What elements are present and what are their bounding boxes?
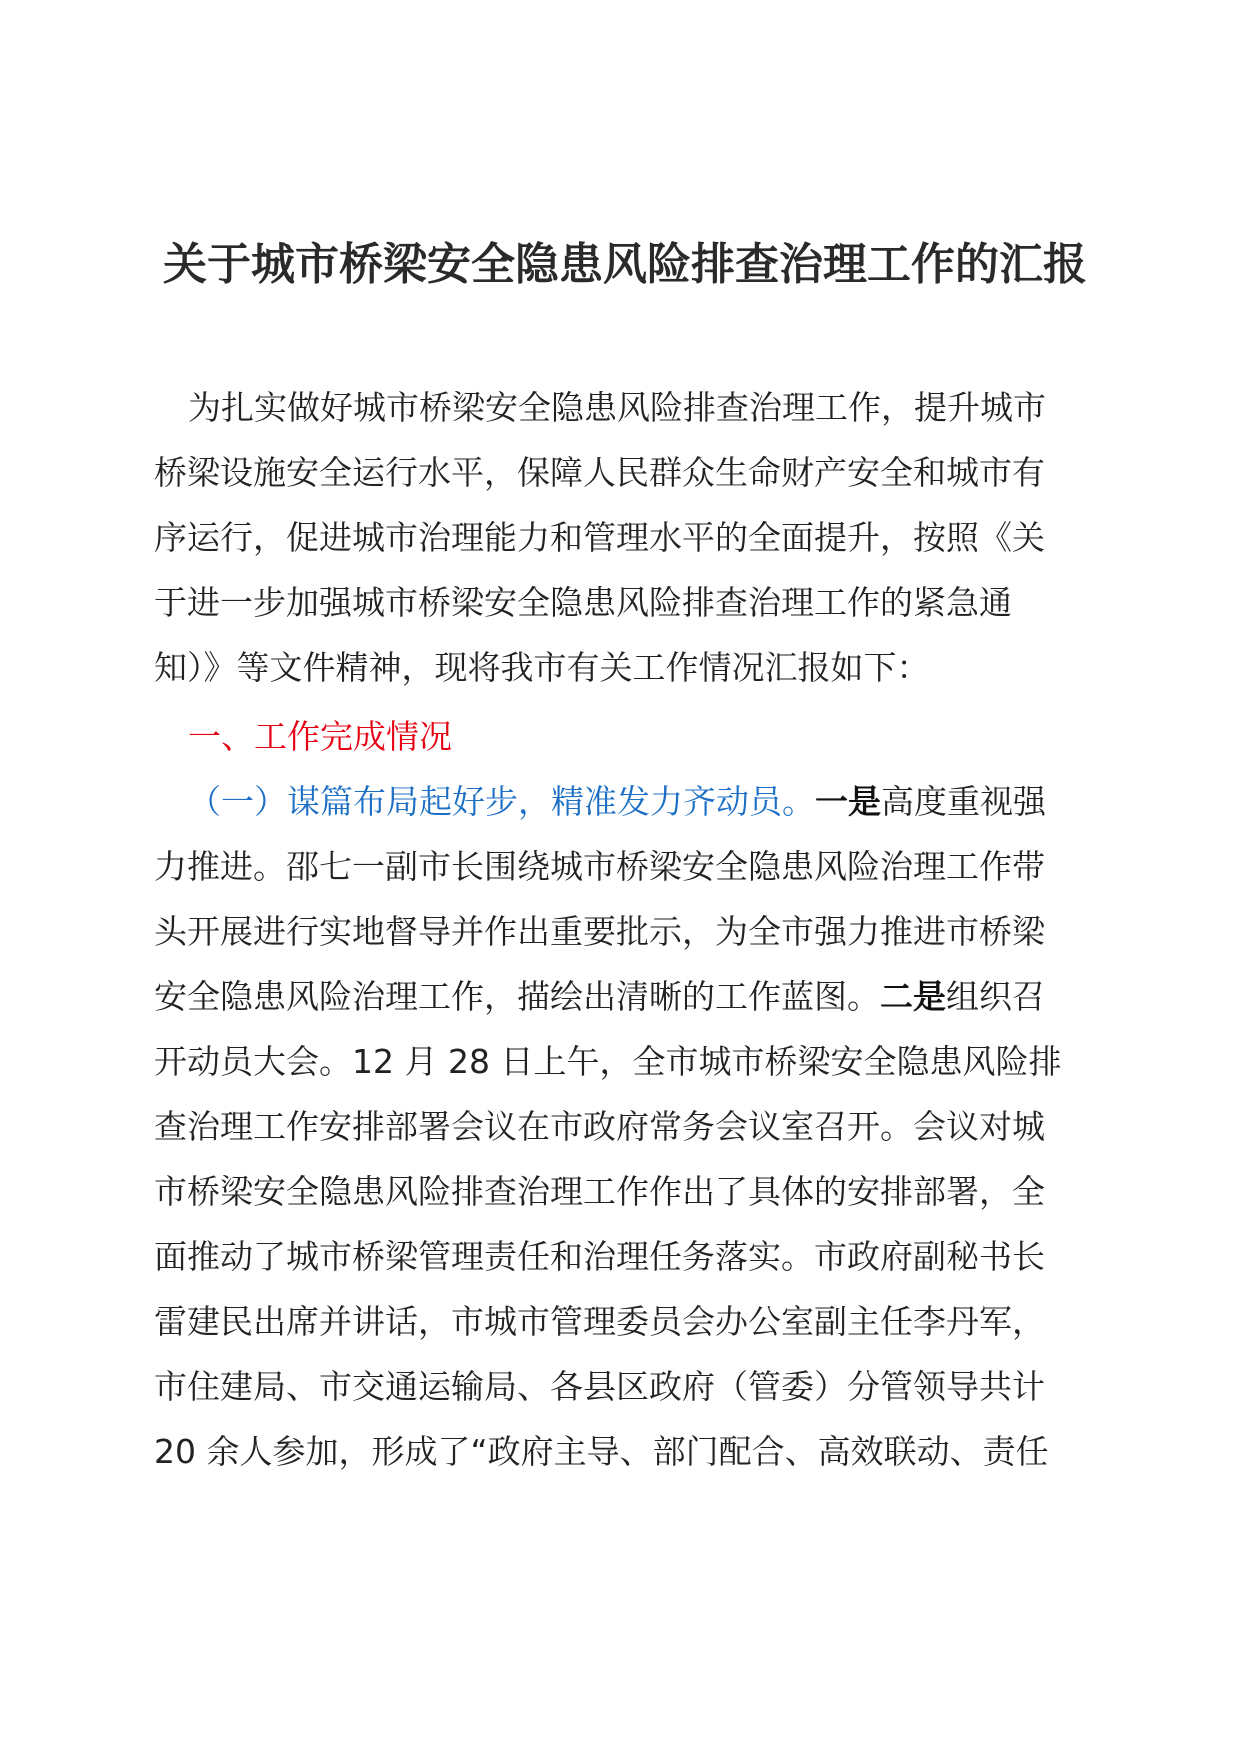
section-heading-work-completion: 一、工作完成情况 bbox=[188, 717, 452, 756]
section-1-1-paragraph bbox=[154, 769, 1064, 1484]
paragraph-text-first: 高度重视强力推进。邵七一副市长围绕城市桥梁安全隐患风险治理工作带头开展进行实地督导并作出重要批示，为全市强力推进市桥梁安全隐患风险治理工作，描绘出清晰的工作蓝图。 bbox=[154, 782, 1046, 1016]
subsection-heading: （一）谋篇布局起好步，精准发力齐动员。 bbox=[188, 782, 815, 821]
lead-term-first: 一是 bbox=[815, 782, 881, 821]
document-title: 关于城市桥梁安全隐患风险排查治理工作的汇报 bbox=[163, 239, 1087, 290]
intro-paragraph: 为扎实做好城市桥梁安全隐患风险排查治理工作，提升城市桥梁设施安全运行水平，保障人民群众生命财产安全和城市有序运行，促进城市治理能力和管理水平的全面提升，按照《关于进一步加强城市桥梁安全隐患风险排查治理工作的紧急通知）》等文件精神，现将我市有关工作情况汇报如下： bbox=[154, 388, 1046, 687]
paragraph-text-second: 组织召开动员大会。12 月 28 日上午，全市城市桥梁安全隐患风险排查治理工作安排部署会议在市政府常务会议室召开。会议对城市桥梁安全隐患风险排查治理工作作出了具体的安排部署，全面推动了城市桥梁管理责任和治理任务落实。市政府副秘书长雷建民出席并讲话，市城市管理委员会办公室副主任李丹军，市住建局、市交通运输局、各县区政府（管委）分管领导共计 20 余人参加，形成了“政府主导、部门配合、高效联动、责任 bbox=[154, 977, 1062, 1471]
lead-term-second: 二是 bbox=[880, 977, 946, 1016]
